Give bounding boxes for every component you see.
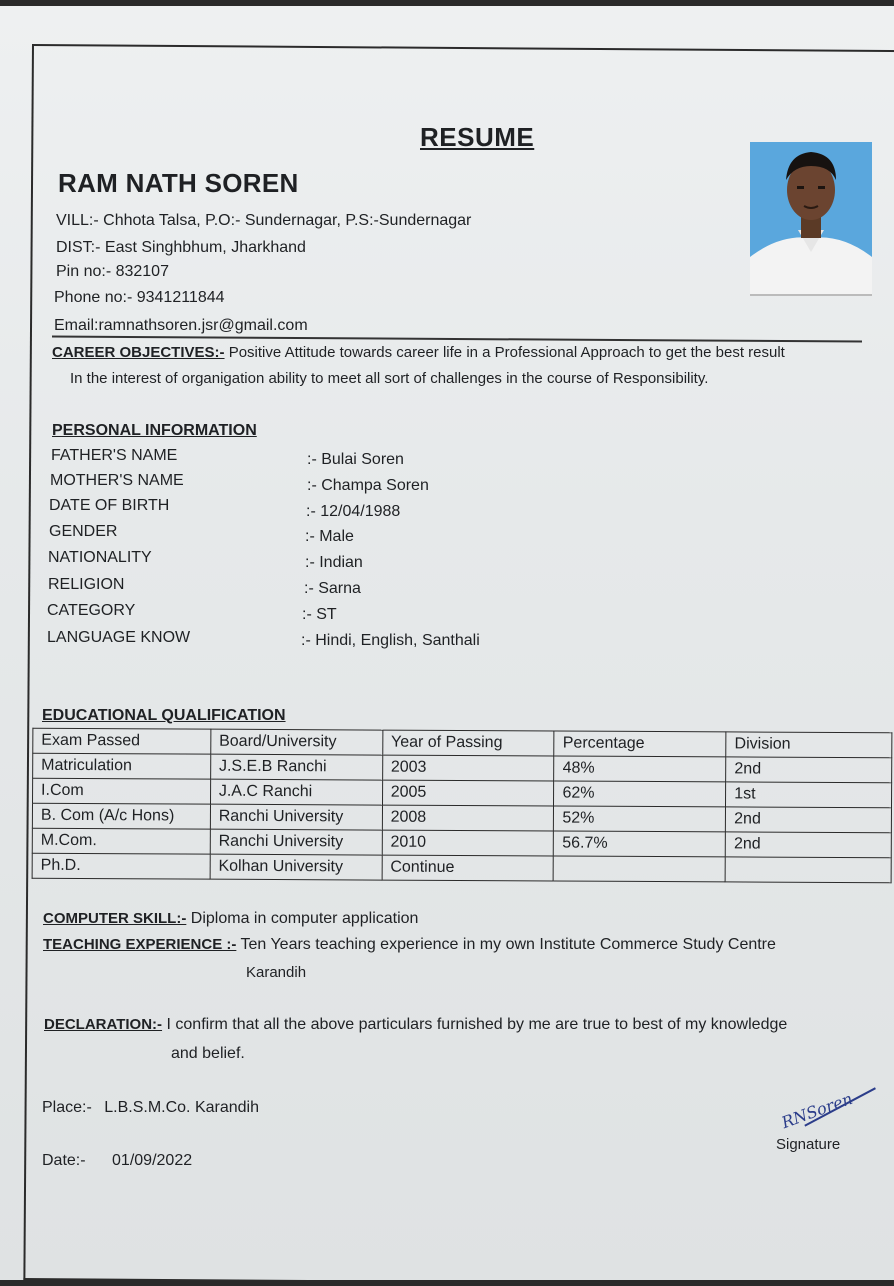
table-cell: Ph.D. <box>32 853 210 879</box>
date-value: 01/09/2022 <box>112 1152 193 1169</box>
table-cell: M.Com. <box>32 828 210 854</box>
declaration <box>44 1016 787 1034</box>
table-header-cell: Exam Passed <box>33 728 211 754</box>
table-cell: Matriculation <box>33 753 211 779</box>
personal-label-dob: DATE OF BIRTH <box>49 497 170 514</box>
table-cell: 2008 <box>382 805 554 831</box>
place <box>42 1099 259 1117</box>
place-label: Place:- <box>42 1099 92 1116</box>
date-label: Date:- <box>42 1152 86 1169</box>
personal-value-language: :- Hindi, English, Santhali <box>301 632 480 649</box>
phone-number: Phone no:- 9341211844 <box>54 289 225 306</box>
career-objectives <box>52 344 785 361</box>
table-cell: Continue <box>382 855 554 881</box>
personal-info-heading: PERSONAL INFORMATION <box>52 422 257 439</box>
address-district: DIST:- East Singhbhum, Jharkhand <box>56 239 306 256</box>
table-cell <box>554 856 726 882</box>
table-header-cell: Board/University <box>211 729 383 755</box>
computer-skill <box>43 910 418 928</box>
declaration-text-2: and belief. <box>171 1045 245 1062</box>
teaching-experience-text: Ten Years teaching experience in my own Institute Commerce Study Centre <box>240 936 776 953</box>
table-header-cell: Division <box>726 732 892 758</box>
table-cell: 2nd <box>726 807 892 833</box>
table-cell: I.Com <box>33 778 211 804</box>
table-cell: 2nd <box>725 832 891 858</box>
table-cell: 62% <box>554 781 726 807</box>
personal-value-father: :- Bulai Soren <box>307 451 404 468</box>
teaching-experience <box>43 936 776 954</box>
personal-label-father: FATHER'S NAME <box>51 447 178 464</box>
declaration-text: I confirm that all the above particulars furnished by me are true to best of my knowledge <box>166 1016 788 1033</box>
personal-value-dob: :- 12/04/1988 <box>306 503 401 520</box>
table-cell: 48% <box>554 756 726 782</box>
signature-label: Signature <box>776 1136 841 1153</box>
career-objectives-text: Positive Attitude towards career life in a Professional Approach to get the best result <box>228 344 785 361</box>
table-cell: 2010 <box>382 830 554 856</box>
profile-photo <box>750 142 872 296</box>
personal-label-mother: MOTHER'S NAME <box>50 472 184 489</box>
personal-label-category: CATEGORY <box>47 602 136 619</box>
personal-label-religion: RELIGION <box>48 576 125 593</box>
date <box>42 1152 192 1170</box>
career-objectives-label: CAREER OBJECTIVES:- <box>52 344 225 361</box>
address-pin: Pin no:- 832107 <box>56 263 169 280</box>
education-heading: EDUCATIONAL QUALIFICATION <box>42 707 286 724</box>
career-objectives-text-2: In the interest of organigation ability to meet all sort of challenges in the course of Responsibility. <box>70 370 709 387</box>
table-cell: 2003 <box>382 755 554 781</box>
table-cell: J.A.C Ranchi <box>210 779 382 805</box>
table-cell <box>725 857 891 883</box>
table-cell: 2nd <box>726 757 892 783</box>
table-cell: 2005 <box>382 780 554 806</box>
resume-title: RESUME <box>420 122 535 152</box>
table-cell: 1st <box>726 782 892 808</box>
personal-label-gender: GENDER <box>49 523 118 540</box>
teaching-experience-text-2: Karandih <box>246 964 307 981</box>
resume-sheet <box>0 6 894 1280</box>
table-cell: Ranchi University <box>210 804 382 830</box>
table-cell: B. Com (A/c Hons) <box>32 803 210 829</box>
teaching-experience-label: TEACHING EXPERIENCE :- <box>43 936 237 953</box>
personal-value-mother: :- Champa Soren <box>307 477 429 494</box>
table-cell: 52% <box>554 806 726 832</box>
education-table <box>32 728 893 884</box>
personal-value-religion: :- Sarna <box>304 580 361 597</box>
personal-value-category: :- ST <box>302 606 337 623</box>
personal-label-nationality: NATIONALITY <box>48 549 152 566</box>
place-value: L.B.S.M.Co. Karandih <box>104 1099 259 1116</box>
declaration-label: DECLARATION:- <box>44 1016 163 1033</box>
computer-skill-label: COMPUTER SKILL:- <box>43 910 187 927</box>
personal-value-nationality: :- Indian <box>305 554 363 571</box>
handwritten-signature: RNSoren <box>778 1088 856 1133</box>
email-address: Email:ramnathsoren.jsr@gmail.com <box>54 317 308 334</box>
table-header-cell: Percentage <box>554 731 726 757</box>
table-cell: Ranchi University <box>210 829 382 855</box>
table-row <box>32 853 891 882</box>
table-cell: 56.7% <box>554 831 726 857</box>
computer-skill-value: Diploma in computer application <box>190 910 419 927</box>
personal-value-gender: :- Male <box>305 528 354 545</box>
table-cell: J.S.E.B Ranchi <box>210 754 382 780</box>
address-village: VILL:- Chhota Talsa, P.O:- Sundernagar, P.S:-Sundernagar <box>56 212 472 229</box>
table-header-cell: Year of Passing <box>382 730 554 756</box>
table-cell: Kolhan University <box>210 854 382 880</box>
candidate-name: RAM NATH SOREN <box>58 168 299 198</box>
personal-label-language: LANGUAGE KNOW <box>47 629 191 646</box>
